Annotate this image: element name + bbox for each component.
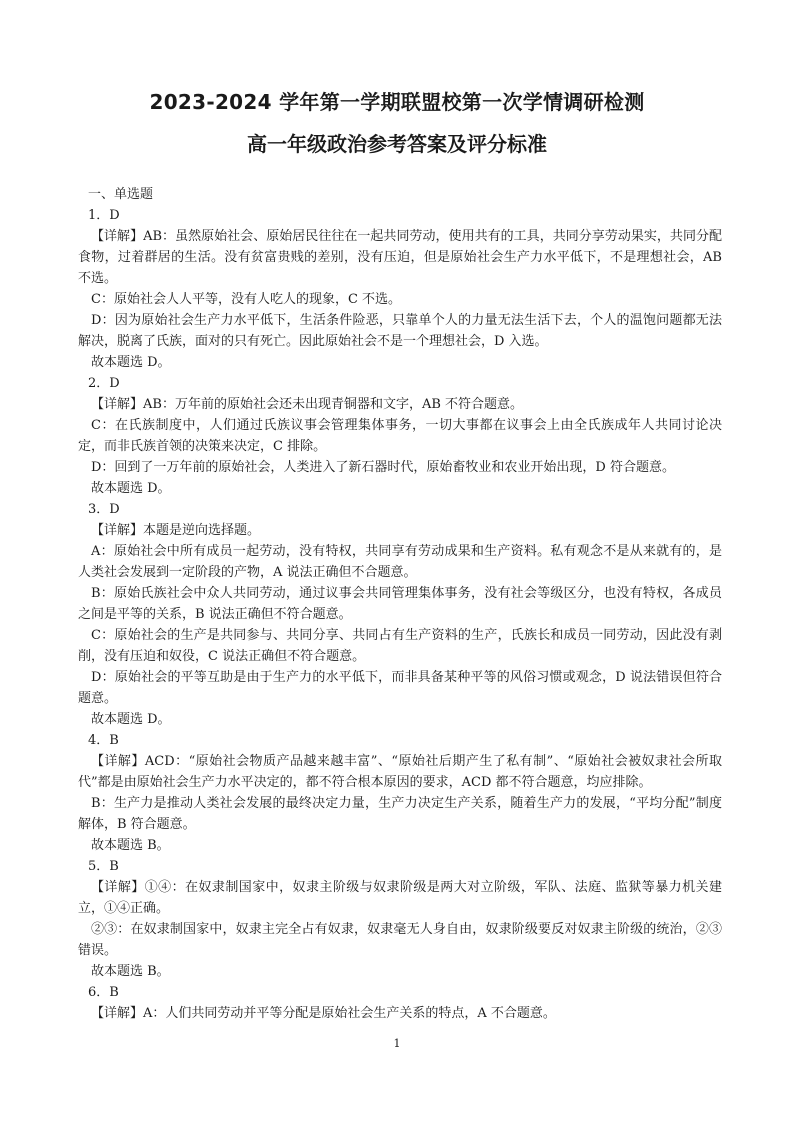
answer-paragraph: D：原始社会的平等互助是由于生产力的水平低下，而非具备某种平等的风俗习惯或观念，D 说法错误但符合题意。 [78,670,722,706]
answer-conclusion: 故本题选 B。 [91,838,170,853]
answer-paragraph: D：回到了一万年前的原始社会，人类进入了新石器时代，原始畜牧业和农业开始出现，D 符合题意。 [91,460,675,475]
answer-conclusion: 故本题选 B。 [91,964,170,979]
answer-paragraph: C：原始社会的生产是共同参与、共同分享、共同占有生产资料的生产，氏族长和成员一同劳动，因此没有剥削，没有压迫和奴役，C 说法正确但不符合题意。 [78,628,722,664]
section-heading: 一、单选题 [88,187,154,202]
question-number: 2．D [88,376,120,391]
document-subtitle: 高一年级政治参考答案及评分标准 [247,132,547,156]
answer-paragraph: C：在氏族制度中，人们通过氏族议事会管理集体事务，一切大事都在议事会上由全氏族成年人共同讨论决定，而非氏族首领的决策来决定，C 排除。 [78,418,722,454]
answer-paragraph: 【详解】A：人们共同劳动并平等分配是原始社会生产关系的特点，A 不合题意。 [91,1006,556,1021]
answer-paragraph: 【详解】本题是逆向选择题。 [91,523,261,538]
question-number: 5．B [88,859,119,874]
question-number: 6．B [88,985,119,1000]
question-number: 1．D [88,208,120,223]
document-body [78,184,722,1024]
page-number: 1 [393,1037,401,1050]
question-number: 4．B [88,733,119,748]
answer-paragraph: 【详解】AB：万年前的原始社会还未出现青铜器和文字，AB 不符合题意。 [91,397,524,412]
answer-paragraph: 【详解】ACD：“原始社会物质产品越来越丰富”、“原始社后期产生了私有制”、“原始社会被奴隶社会所取代”都是由原始社会生产力水平决定的，都不符合根本原因的要求，ACD 都不符合题意，均应排除。 [78,754,722,790]
answer-paragraph: B：原始氏族社会中众人共同劳动，通过议事会共同管理集体事务，没有社会等级区分，也没有特权，各成员之间是平等的关系，B 说法正确但不符合题意。 [78,586,722,622]
answer-paragraph: B：生产力是推动人类社会发展的最终决定力量，生产力决定生产关系，随着生产力的发展，“平均分配”制度解体，B 符合题意。 [78,796,722,832]
answer-paragraph: 【详解】AB：虽然原始社会、原始居民往往在一起共同劳动，使用共有的工具，共同分享劳动果实，共同分配食物，过着群居的生活。没有贫富贵贱的差别，没有压迫，但是原始社会生产力水平低下，不是理想社会，AB 不选。 [78,229,722,286]
question-number: 3．D [88,502,120,517]
answer-paragraph: D：因为原始社会生产力水平低下，生活条件险恶，只靠单个人的力量无法生活下去，个人的温饱问题都无法解决，脱离了氏族，面对的只有死亡。因此原始社会不是一个理想社会，D 入选。 [78,313,722,349]
answer-paragraph: C：原始社会人人平等，没有人吃人的现象，C 不选。 [91,292,402,307]
answer-paragraph: A：原始社会中所有成员一起劳动，没有特权，共同享有劳动成果和生产资料。私有观念不是从来就有的，是人类社会发展到一定阶段的产物，A 说法正确但不合题意。 [78,544,722,580]
document-title: 2023-2024 学年第一学期联盟校第一次学情调研检测 [149,90,645,114]
answer-conclusion: 故本题选 D。 [91,712,171,727]
answer-paragraph: ②③：在奴隶制国家中，奴隶主完全占有奴隶，奴隶毫无人身自由，奴隶阶级要反对奴隶主阶级的统治，②③错误。 [78,922,722,958]
answer-paragraph: 【详解】①④：在奴隶制国家中，奴隶主阶级与奴隶阶级是两大对立阶级，军队、法庭、监狱等暴力机关建立，①④正确。 [78,880,722,916]
answer-conclusion: 故本题选 D。 [91,481,171,496]
answer-conclusion: 故本题选 D。 [91,355,171,370]
